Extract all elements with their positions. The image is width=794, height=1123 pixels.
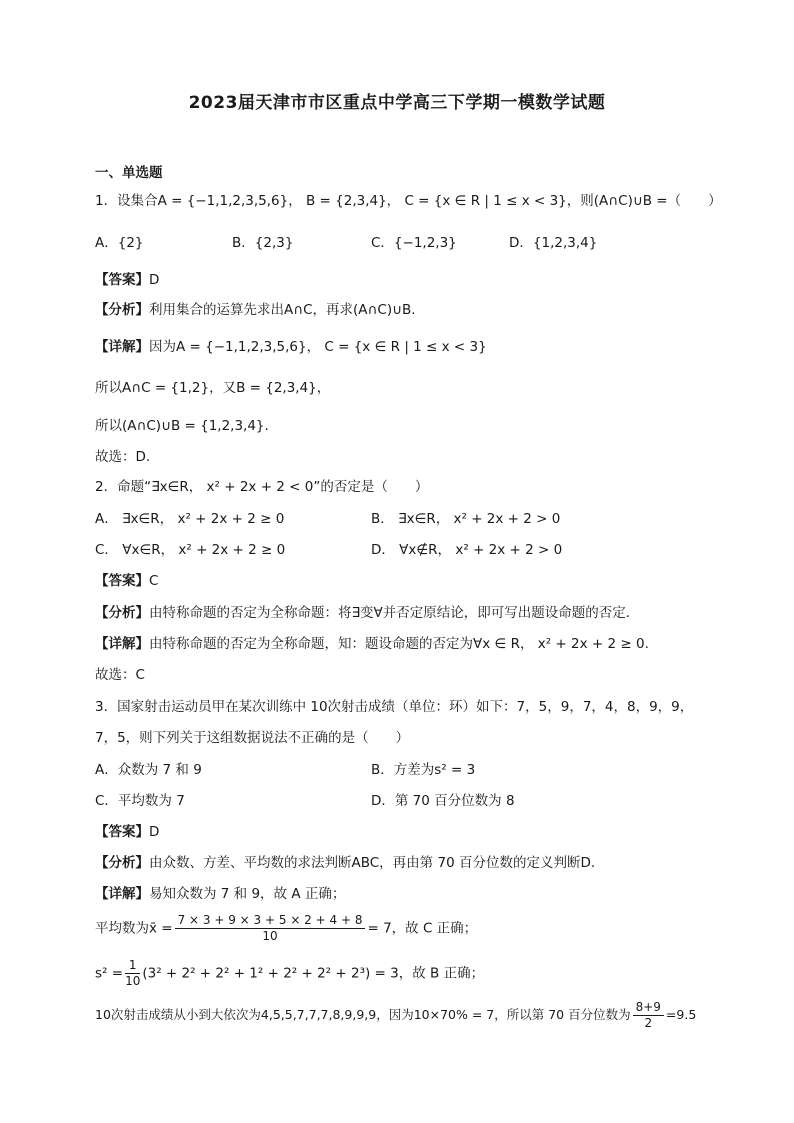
q2-option-c: C． ∀x∈R， x² + 2x + 2 ≥ 0 [95,542,286,558]
section-heading: 一、单选题 [95,165,163,181]
q1-detail-line-3: 所以(A∩C)∪B = {1,2,3,4}. [95,418,269,434]
q2-option-b: B． ∃x∈R， x² + 2x + 2 > 0 [371,511,561,527]
q3-variance-line [95,958,484,989]
q2-answer-value: C [149,573,159,589]
q3-option-c: C．平均数为 7 [95,793,185,809]
q2-stem: 2．命题“∃x∈R， x² + 2x + 2 < 0”的否定是（ ） [95,479,429,495]
percentile-suffix: =9.5 [665,1007,697,1022]
q2-answer [95,571,158,591]
analysis-tag: 【分析】 [95,302,149,318]
variance-denominator: 10 [125,974,141,988]
variance-suffix: (3² + 2² + 2² + 1² + 2² + 2² + 2³) = 3，故 B 正确； [142,965,485,982]
mean-denominator: 10 [262,929,278,943]
q1-analysis [95,300,416,320]
detail-tag: 【详解】 [95,636,149,652]
q3-analysis [95,853,595,873]
q3-analysis-text: 由众数、方差、平均数的求法判断ABC，再由第 70 百分位数的定义判断D. [149,855,596,871]
mean-prefix: 平均数为x̄ = [95,920,173,937]
q2-choose: 故选：C [95,667,145,683]
q1-detail [95,337,487,357]
mean-numerator: 7 × 3 + 9 × 3 + 5 × 2 + 4 + 8 [175,913,366,929]
q2-analysis [95,603,630,623]
q2-detail-text: 由特称命题的否定为全称命题，知：题设命题的否定为∀x ∈ R， x² + 2x + 2 ≥ 0. [149,636,649,652]
q3-option-a: A．众数为 7 和 9 [95,762,202,778]
variance-prefix: s² = [95,965,124,982]
q3-mean-line [95,913,477,944]
q1-option-d: D．{1,2,3,4} [509,235,598,251]
percentile-numerator: 8+9 [633,1000,664,1016]
percentile-fraction [633,1000,664,1031]
variance-numerator: 1 [125,958,140,974]
q3-stem-line-2: 7，5，则下列关于这组数据说法不正确的是（ ） [95,730,410,746]
q3-option-b: B．方差为s² = 3 [371,762,476,778]
analysis-tag: 【分析】 [95,855,149,871]
detail-tag: 【详解】 [95,339,149,355]
q1-option-b: B．{2,3} [232,235,294,251]
q1-detail-text: 因为A = {−1,1,2,3,5,6}， C = {x ∈ R | 1 ≤ x < 3} [149,339,487,355]
q1-answer-value: D [149,272,160,288]
variance-fraction [125,958,140,989]
q2-analysis-text: 由特称命题的否定为全称命题：将∃变∀并否定原结论，即可写出题设命题的否定. [149,605,631,621]
q1-detail-line-2: 所以A∩C = {1,2}，又B = {2,3,4}， [95,380,331,396]
q3-detail [95,884,345,904]
page-title: 2023届天津市市区重点中学高三下学期一模数学试题 [188,93,606,113]
q3-answer [95,822,159,842]
mean-fraction [175,913,366,944]
q2-option-d: D． ∀x∉R， x² + 2x + 2 > 0 [371,542,563,558]
q2-detail [95,634,649,654]
q3-option-d: D．第 70 百分位数为 8 [371,793,515,809]
q1-answer [95,270,159,290]
mean-suffix: = 7，故 C 正确； [367,920,478,937]
percentile-denominator: 2 [644,1016,653,1030]
q2-option-a: A． ∃x∈R， x² + 2x + 2 ≥ 0 [95,511,285,527]
q1-choose: 故选：D. [95,449,151,465]
q3-answer-value: D [149,824,160,840]
q3-stem-line-1: 3．国家射击运动员甲在某次训练中 10次射击成绩（单位：环）如下：7，5，9，7，4，8，9，9， [95,699,694,715]
answer-tag: 【答案】 [95,272,149,288]
q3-detail-text: 易知众数为 7 和 9，故 A 正确； [149,886,346,902]
percentile-text: 10次射击成绩从小到大依次为4,5,5,7,7,7,8,9,9,9，因为10×70% = 7，所以第 70 百分位数为 [95,1007,631,1022]
q1-stem: 1．设集合A = {−1,1,2,3,5,6}， B = {2,3,4}， C = {x ∈ R | 1 ≤ x < 3}，则(A∩C)∪B =（ ） [95,193,722,209]
detail-tag: 【详解】 [95,886,149,902]
q1-analysis-text: 利用集合的运算先求出A∩C，再求(A∩C)∪B. [149,302,416,318]
q3-percentile-line [95,1000,696,1031]
analysis-tag: 【分析】 [95,605,149,621]
q1-option-a: A．{2} [95,235,144,251]
answer-tag: 【答案】 [95,573,149,589]
q1-option-c: C．{−1,2,3} [371,235,457,251]
answer-tag: 【答案】 [95,824,149,840]
